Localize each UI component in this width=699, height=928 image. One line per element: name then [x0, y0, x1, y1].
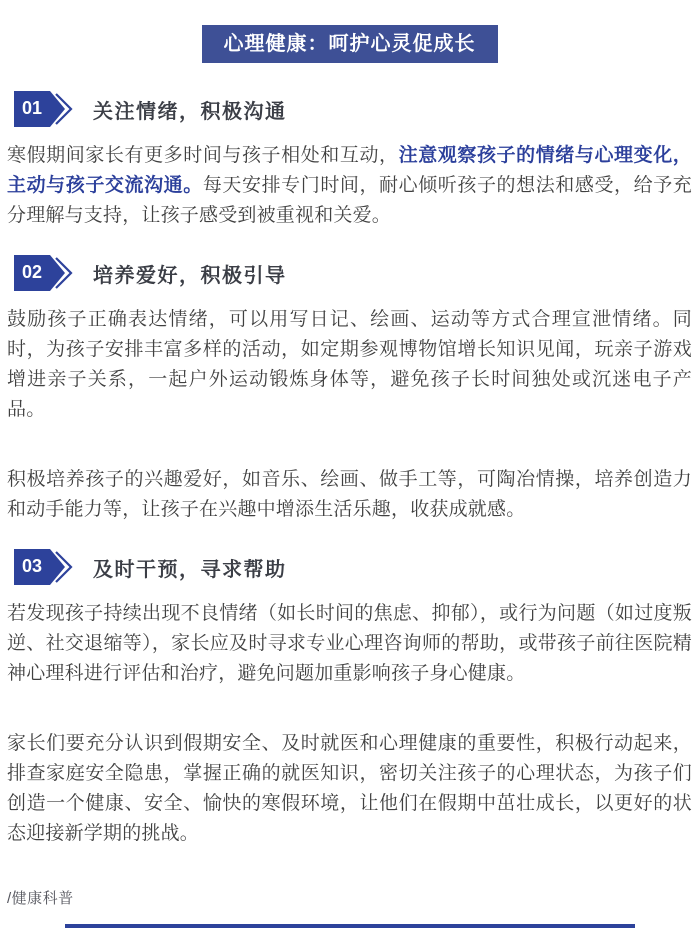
paragraph: 若发现孩子持续出现不良情绪（如长时间的焦虑、抑郁），或行为问题（如过度叛逆、社交退缩等），家长应及时寻求专业心理咨询师的帮助，或带孩子前往医院精神心理科进行评估和治疗，避免问题加重影响孩子身心健康。: [7, 603, 692, 684]
section-number: 01: [21, 98, 43, 118]
highlighted-text: 注意观察孩子的情绪与心理变化，主动与孩子交流沟通。: [7, 145, 692, 196]
category-tag: /健康科普: [7, 890, 74, 907]
bottom-divider-bar: [65, 924, 635, 928]
paragraph: 积极培养孩子的兴趣爱好，如音乐、绘画、做手工等，可陶冶情操，培养创造力和动手能力等，让孩子在兴趣中增添生活乐趣，收获成就感。: [7, 469, 692, 520]
paragraph-text: 寒假期间家长有更多时间与孩子相处和互动，: [7, 145, 399, 166]
section-number: 03: [21, 556, 43, 576]
section-header-01: [13, 90, 699, 128]
section-number-badge: [13, 548, 77, 586]
section-number-badge: [13, 90, 77, 128]
paragraph: 家长们要充分认识到假期安全、及时就医和心理健康的重要性，积极行动起来，排查家庭安全隐患，掌握正确的就医知识，密切关注孩子的心理状态，为孩子们创造一个健康、安全、愉快的寒假环境，让他们在假期中茁壮成长，以更好的状态迎接新学期的挑战。: [7, 733, 692, 844]
page-title-banner: [202, 25, 498, 63]
section-heading: 培养爱好，积极引导: [93, 264, 287, 287]
section-number: 02: [21, 262, 43, 282]
section-heading: 关注情绪，积极沟通: [93, 100, 287, 123]
section-heading: 及时干预，寻求帮助: [93, 558, 287, 581]
section-number-badge: [13, 254, 77, 292]
banner-wrap: [0, 0, 699, 63]
page-title: 心理健康：呵护心灵促成长: [223, 33, 476, 55]
paragraph-text: 每天安排专门时间，耐心倾听孩子的想法和感受，给予充分理解与支持，让孩子感受到被重视和关爱。: [7, 175, 692, 226]
section-header-02: [13, 254, 699, 292]
section-header-03: [13, 548, 699, 586]
paragraph: [7, 141, 692, 231]
paragraph: 鼓励孩子正确表达情绪，可以用写日记、绘画、运动等方式合理宣泄情绪。同时，为孩子安排丰富多样的活动，如定期参观博物馆增长知识见闻，玩亲子游戏增进亲子关系，一起户外运动锻炼身体等，避免孩子长时间独处或沉迷电子产品。: [7, 309, 692, 420]
